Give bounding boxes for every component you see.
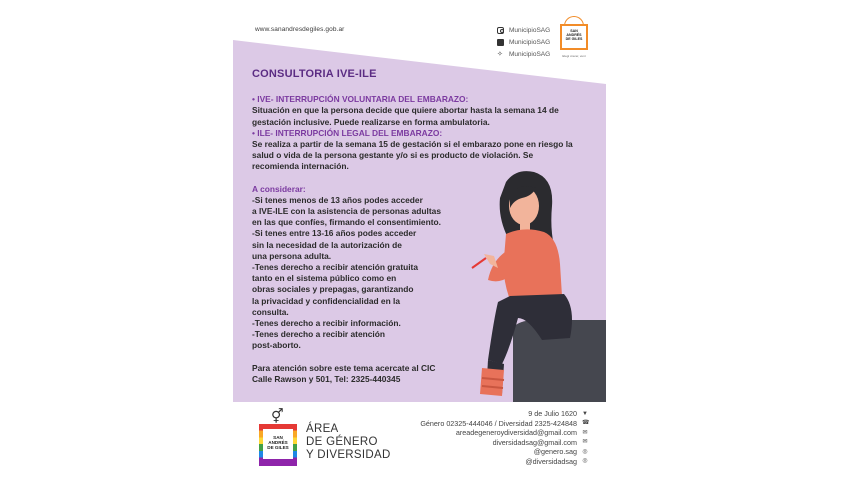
consider-list: -Si tenes menos de 13 años podes acceder a IVE-ILE con la asistencia de personas adultas en las que confíes, firmando el consentimiento. -Si tenes entre 13-16 años podes acceder sin la necesidad de la autorización de una persona adulta. -Tenes derecho a recibir atención gratuita tanto en el sistema público como en obras sociales y prepagas, garantizando la privacidad y confidencialidad en la consulta. -Tenes derecho a recibir información. -Tenes derecho a recibir atención post-aborto. <box>252 194 441 351</box>
social-facebook[interactable] <box>497 36 550 48</box>
contact-instagram-genero[interactable]: @genero.sag ◎ <box>533 447 588 456</box>
website-url[interactable]: www.sanandresdegiles.gob.ar <box>255 26 345 33</box>
contact-email-area[interactable]: areadegeneroydiversidad@gmail.com ✉ <box>455 428 588 437</box>
ive-description: Situación en que la persona decide que quiere abortar hasta la semana 14 de gestación inclusive. Puede realizarse en forma ambulatoria. <box>252 105 559 127</box>
contact-phone[interactable]: Género 02325-444046 / Diversidad 2325-424848 ☎ <box>420 418 590 428</box>
twitter-handle: MunicipioSAG <box>509 50 551 58</box>
contact-list <box>420 409 588 466</box>
gender-symbol-icon: ⚥ <box>271 408 284 424</box>
area-name: ÁREA DE GÉNERO Y DIVERSIDAD <box>306 423 391 461</box>
cic-contact-line: Para atención sobre este tema acercate al CIC <box>252 362 436 373</box>
poster <box>233 0 606 477</box>
instagram-handle: MunicipioSAG <box>509 26 551 34</box>
rainbow-frame: SAN ANDRÉS DE GILES <box>259 424 297 466</box>
mail-icon: ✉ <box>582 439 588 446</box>
location-pin-icon: ▼ <box>582 410 588 417</box>
cic-address-line: Calle Rawson y 501, Tel: 2325-440345 <box>252 373 401 384</box>
facebook-handle: MunicipioSAG <box>509 38 551 46</box>
contact-address: 9 de Julio 1620 ▼ <box>528 409 588 418</box>
contact-instagram-diversidad[interactable]: @diversidadsag ◎ <box>525 456 588 466</box>
twitter-icon: ✧ <box>497 50 503 58</box>
footer <box>233 402 606 477</box>
instagram-icon: ◎ <box>582 448 588 455</box>
consider-heading: A considerar: <box>252 183 306 194</box>
ile-heading: • ILE- INTERRUPCIÓN LEGAL DEL EMBARAZO: <box>252 127 443 138</box>
ive-heading: • IVE- INTERRUPCIÓN VOLUNTARIA DEL EMBARAZO: <box>252 94 469 105</box>
social-links <box>497 24 550 60</box>
main-text <box>252 69 582 385</box>
ile-description: Se realiza a partir de la semana 15 de gestación si el embarazo pone en riesgo la salud o vida de la persona gestante y/o si es producto de violación. Se recomienda internación. <box>252 139 573 172</box>
instagram-icon <box>497 27 504 34</box>
social-twitter[interactable] <box>497 48 550 60</box>
municipality-logo: SAN ANDRÉS DE GILES Elegí crecer, vení <box>560 16 588 52</box>
instagram-icon: ◎ <box>582 458 588 465</box>
gender-area-logo <box>257 408 299 462</box>
phone-icon: ☎ <box>582 420 590 427</box>
contact-email-diversidad[interactable]: diversidadsag@gmail.com ✉ <box>492 437 588 447</box>
facebook-icon <box>497 39 504 46</box>
social-instagram[interactable] <box>497 24 550 36</box>
logo-slogan: Elegí crecer, vení <box>562 54 586 58</box>
page-title: CONSULTORIA IVE-ILE <box>252 68 377 80</box>
mail-icon: ✉ <box>582 429 588 436</box>
